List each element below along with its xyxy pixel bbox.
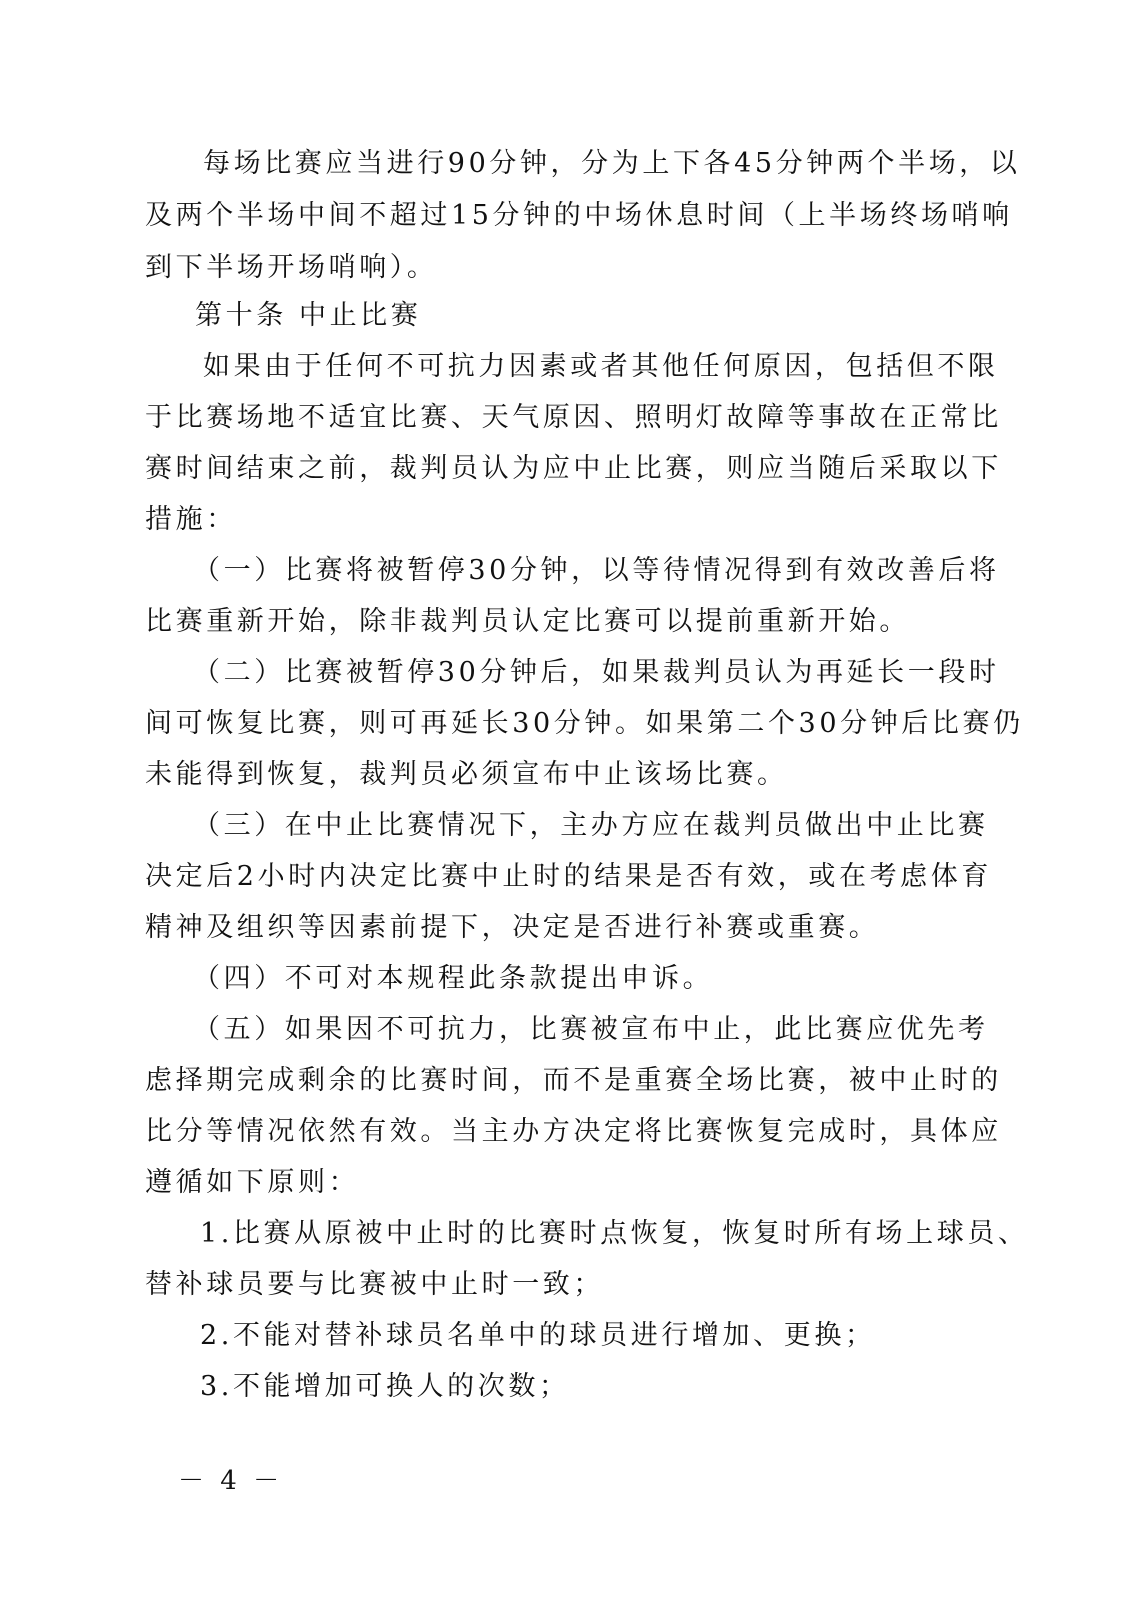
paragraph-line: （一）比赛将被暂停30分钟，以等待情况得到有效改善后将 — [193, 555, 1000, 586]
paragraph-line: 如果由于任何不可抗力因素或者其他任何原因，包括但不限 — [203, 351, 999, 382]
paragraph-line: 赛时间结束之前，裁判员认为应中止比赛，则应当随后采取以下 — [145, 453, 1002, 484]
paragraph-line: 措施： — [145, 504, 237, 535]
paragraph-line: （三）在中止比赛情况下，主办方应在裁判员做出中止比赛 — [193, 810, 989, 841]
paragraph-line: （二）比赛被暂停30分钟后，如果裁判员认为再延长一段时 — [193, 657, 1000, 688]
paragraph-line: 决定后2小时内决定比赛中止时的结果是否有效，或在考虑体育 — [145, 861, 992, 892]
paragraph-line: 每场比赛应当进行90分钟，分为上下各45分钟两个半场，以 — [203, 148, 1021, 179]
section-heading: 第十条 中止比赛 — [195, 300, 422, 331]
paragraph-line: （五）如果因不可抗力，比赛被宣布中止，此比赛应优先考 — [193, 1014, 989, 1045]
list-item: 3.不能增加可换人的次数； — [200, 1371, 570, 1402]
list-item-continuation: 替补球员要与比赛被中止时一致； — [145, 1269, 604, 1300]
paragraph-line: 虑择期完成剩余的比赛时间，而不是重赛全场比赛，被中止时的 — [145, 1065, 1002, 1096]
paragraph-line: （四）不可对本规程此条款提出申诉。 — [193, 963, 714, 994]
page-number: － 4 － — [178, 1466, 284, 1496]
list-item: 1.比赛从原被中止时的比赛时点恢复，恢复时所有场上球员、 — [200, 1218, 1029, 1249]
paragraph-line: 间可恢复比赛，则可再延长30分钟。如果第二个30分钟后比赛仍 — [145, 708, 1024, 739]
paragraph-line: 比分等情况依然有效。当主办方决定将比赛恢复完成时，具体应 — [145, 1116, 1002, 1147]
paragraph-line: 未能得到恢复，裁判员必须宣布中止该场比赛。 — [145, 759, 788, 790]
paragraph-line: 精神及组织等因素前提下，决定是否进行补赛或重赛。 — [145, 912, 880, 943]
paragraph-line: 遵循如下原则： — [145, 1167, 360, 1198]
paragraph-line: 到下半场开场哨响）。 — [145, 252, 438, 283]
paragraph-line: 于比赛场地不适宜比赛、天气原因、照明灯故障等事故在正常比 — [145, 402, 1002, 433]
list-item: 2.不能对替补球员名单中的球员进行增加、更换； — [200, 1320, 876, 1351]
paragraph-line: 比赛重新开始，除非裁判员认定比赛可以提前重新开始。 — [145, 606, 910, 637]
paragraph-line: 及两个半场中间不超过15分钟的中场休息时间（上半场终场哨响 — [145, 200, 1013, 231]
